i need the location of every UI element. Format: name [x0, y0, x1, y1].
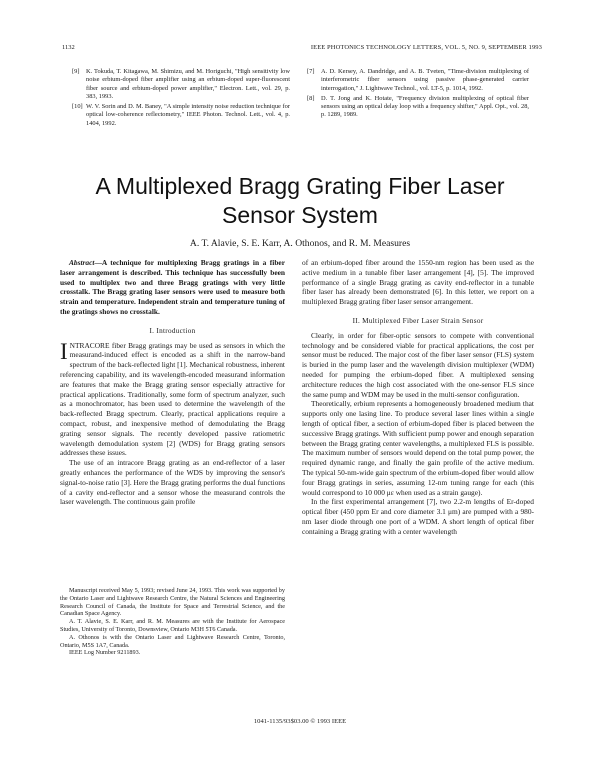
left-column	[60, 258, 285, 507]
title-line-2: Sensor System	[222, 202, 378, 228]
abstract-label: Abstract	[69, 258, 95, 267]
intro-paragraph-1: INTRACORE fiber Bragg gratings may be used as sensors in which the measurand-induced effect is encoded as a shift in the narrow-band spectrum of the back-reflected light [1]. Mechanical robustness, inherent referencing capability, and its wavelength-encoded measurand information are features that make the Bragg grating sensor especially attractive for practical applications. Traditionally, some form of spectrum analyzer, such as a monochromator, has been used to determine the wavelength of the back-reflected Bragg spectrum. Clearly, practical applications require a compact, robust, and inexpensive method of demodulating the Bragg grating sensor signals. The recently developed passive ratiometric wavelength demodulation system [2] (WDS) for Bragg grating sensors addresses these issues.	[60, 338, 285, 458]
author-list: A. T. Alavie, S. E. Karr, A. Othonos, and R. M. Measures	[189, 238, 411, 249]
reference-item: [7] A. D. Kersey, A. Dandridge, and A. B. Tveten, "Time-division multiplexing of interferometric fiber sensors using passive phase-generated carrier interrogation," J. Lightwave Technol., vol. LT-5, p. 1014, 1992.	[307, 68, 529, 92]
footnote-affiliation-2: A. Othonos is with the Ontario Laser and Lightwave Research Centre, Toronto, Ontario, M5S 1A7, Canada.	[60, 633, 285, 649]
section2-paragraph-1: Clearly, in order for fiber-optic sensors to compete with conventional technology and be considered viable for practical applications, the cost per sensor must be reduced. The major cost of the fiber laser sensor (FLS) system is buried in the pump laser and the wavelength division multiplexer (WDM) needed for pumping the erbium-doped fiber. A multiplexed sensing architecture reduces the high cost associated with the one-sensor FLS since the same pump and WDM may be used in the multi-sensor configuration.	[302, 330, 534, 399]
intro-paragraph-2: The use of an intracore Bragg grating as an end-reflector of a laser greatly enhances the performance of the WDS by improving the sensor's signal-to-noise ratio [3]. Here the Bragg grating performs the dual functions of a cavity end-reflector and a sensor whose the measurand controls the laser wavelength. The continuous gain profile	[60, 458, 285, 507]
footnote-log-number: IEEE Log Number 9211893.	[69, 649, 141, 657]
references-continued-left	[72, 68, 290, 130]
running-header	[62, 44, 542, 56]
intro-continued: of an erbium-doped fiber around the 1550-nm region has been used as the active medium in a tunable fiber laser arrangement [4], [5]. The improved performance of a single Bragg grating as cavity end-reflector in a tunable fiber laser has already been demonstrated [6]. In this letter, we report on a multiplexed Bragg grating fiber laser sensor arrangement.	[302, 258, 534, 307]
title-line-1: A Multiplexed Bragg Grating Fiber Laser	[95, 173, 505, 199]
right-column	[302, 258, 534, 537]
copyright-footer: 1041-1135/93$03.00 © 1993 IEEE	[253, 718, 347, 725]
drop-cap: I	[60, 338, 68, 364]
abstract	[60, 258, 285, 317]
references-continued-right	[307, 68, 529, 122]
reference-item: [9] K. Tokuda, T. Kitagawa, M. Shimizu, and M. Horiguchi, "High sensitivity low noise erbium-doped fiber amplifier using an erbium-doped super-fluorescent fiber source and erbium-doped power amplifier," Electron. Lett., vol. 29, p. 383, 1993.	[72, 68, 290, 100]
reference-item: [8] D. T. Jong and K. Hotate, "Frequency division multiplexing of optical fiber sensors using an optical delay loop with a frequency shifter," Appl. Opt., vol. 28, p. 1289, 1989.	[307, 94, 529, 119]
abstract-text: —A technique for multiplexing Bragg gratings in a fiber laser arrangement is described. This technique has successfully been used to multiplex two and three Bragg gratings with very little crosstalk. The Bragg grating laser sensors were used to measure both strain and temperature. Independent strain and temperature tuning of the gratings shows no crosstalk.	[60, 258, 285, 316]
page-number: 1132	[62, 44, 75, 51]
footnote-manuscript: Manuscript received May 5, 1993; revised June 24, 1993. This work was supported by the Ontario Laser and Lightwave Research Centre, the Natural Sciences and Engineering Research Council of Canada, the Institute for Space and Terrestrial Science, and the Canadian Space Agency.	[60, 587, 285, 618]
footnote-affiliation-1: A. T. Alavie, S. E. Karr, and R. M. Measures are with the Institute for Aerospace Studies, University of Toronto, Downsview, Ontario M3H 5T6 Canada.	[60, 618, 285, 633]
section-heading-multiplexed: II. Multiplexed Fiber Laser Strain Sensor	[352, 316, 484, 325]
section2-paragraph-3: In the first experimental arrangement [7], two 2.2-m lengths of Er-doped optical fiber (450 ppm Er and core diameter 3.1 μm) are pumped with a 980-nm laser diode through one port of a WDM. A short length of optical fiber containing a Bragg grating with a center wavelength	[302, 497, 534, 536]
reference-item: [10] W. V. Sorin and D. M. Baney, "A simple intensity noise reduction technique for optical low-coherence reflectometry," IEEE Photon. Technol. Lett., vol. 4, p. 1404, 1992.	[72, 103, 290, 127]
journal-header: IEEE PHOTONICS TECHNOLOGY LETTERS, VOL. 5, NO. 9, SEPTEMBER 1993	[310, 44, 542, 51]
section2-paragraph-2: Theoretically, erbium represents a homogeneously broadened medium that supports only one lasing line. To produce several laser lines within a single length of optical fiber, a section of erbium-doped fiber is placed between the successive Bragg gratings. With sufficient pump power and enough separation between the Bragg grating center wavelengths, a multiplexed FLS is possible. The maximum number of sensors would depend on the total pump power, the required dynamic range, and finally the gain profile of the active medium. The typical 50-nm-wide gain spectrum of the erbium-doped fiber would allow four Bragg gratings in series, assuming 12-nm tuning range for each (this would correspond to 10 000 με when used as a strain gauge).	[302, 399, 534, 497]
footnotes	[60, 587, 285, 657]
section-heading-introduction: I. Introduction	[149, 326, 196, 335]
paper-title	[60, 172, 540, 230]
